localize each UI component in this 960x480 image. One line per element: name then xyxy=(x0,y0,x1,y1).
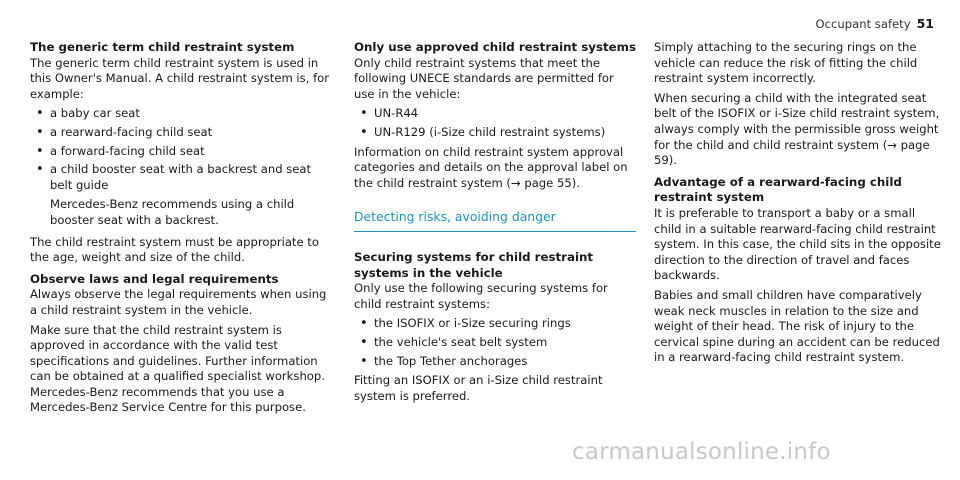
paragraph: Fitting an ISOFIX or an i-Size child restraint system is preferred. xyxy=(354,373,603,403)
column-3 xyxy=(654,40,946,370)
heading-generic-term: The generic term child restraint system xyxy=(30,40,295,54)
paragraph-with-page-reference: When securing a child with the integrated seat belt of the ISOFIX or i-Size child restraint system, always comply with the permissible gross weight for the child and child restraint system (→ page 59). xyxy=(654,90,940,168)
heading-approved-systems: Only use approved child restraint systems xyxy=(354,40,636,54)
paragraph: Only use the following securing systems for child restraint systems: xyxy=(354,281,608,311)
recommendation-note: Mercedes-Benz recommends using a child booster seat with a backrest. xyxy=(50,197,295,227)
paragraph: The child restraint system must be appropriate to the age, weight and size of the child. xyxy=(30,234,319,265)
list-item: • UN-R44 xyxy=(354,106,636,122)
list-item: • UN-R129 (i-Size child restraint systems) xyxy=(354,125,636,141)
securing-list xyxy=(354,316,636,369)
list-item: • the ISOFIX or i-Size securing rings xyxy=(354,316,636,332)
list-item: • the vehicle's seat belt system xyxy=(354,335,636,351)
paragraph: Babies and small children have comparatively weak neck muscles in relation to the size and weight of their head. The risk of injury to the cervical spine during an accident can be reduced in a rearward-facing child restraint system. xyxy=(654,287,940,365)
page-header xyxy=(816,16,934,33)
standards-list xyxy=(354,106,636,140)
paragraph: Only child restraint systems that meet the following UNECE standards are permitted for use in the vehicle: xyxy=(354,55,614,101)
paragraph: It is preferable to transport a baby or a small child in a suitable rearward-facing child restraint system. In this case, the child sits in the opposite direction to the direction of travel and faces backwards. xyxy=(654,205,941,283)
list-item: • the Top Tether anchorages xyxy=(354,354,636,370)
list-item: • a child booster seat with a backrest and seat belt guide xyxy=(30,162,330,193)
heading-securing-systems: Securing systems for child restraint systems in the vehicle xyxy=(354,249,594,280)
paragraph: The generic term child restraint system is used in this Owner's Manual. A child restraint system is, for example: xyxy=(30,55,330,101)
section-name: Occupant safety xyxy=(815,17,911,31)
list-item: • a rearward-facing child seat xyxy=(30,125,330,141)
paragraph: Simply attaching to the securing rings on the vehicle can reduce the risk of fitting the child restraint system incorrectly. xyxy=(654,40,918,86)
paragraph: Make sure that the child restraint system is approved in accordance with the valid test specifications and guidelines. Further information can be obtained at a qualified specialist workshop. Mercedes-Benz recommends that you use a Mercedes-Benz Service Centre for this purpose. xyxy=(30,322,325,415)
heading-laws: Observe laws and legal requirements xyxy=(30,271,279,286)
example-list xyxy=(30,106,330,193)
page-number: 51 xyxy=(916,16,934,31)
list-item: • a forward-facing child seat xyxy=(30,144,330,160)
paragraph: Always observe the legal requirements when using a child restraint system in the vehicle. xyxy=(30,287,327,317)
list-item: • a baby car seat xyxy=(30,106,330,122)
column-1 xyxy=(30,40,330,420)
paragraph-with-page-reference: Information on child restraint system approval categories and details on the approval label on the child restraint system (→ page 55). xyxy=(354,144,628,190)
heading-rearward-facing: Advantage of a rearward-facing child restraint system xyxy=(654,174,902,205)
column-2 xyxy=(354,40,636,408)
section-title: Detecting risks, avoiding danger xyxy=(354,209,636,232)
watermark: carmanualsonline.info xyxy=(572,439,831,465)
